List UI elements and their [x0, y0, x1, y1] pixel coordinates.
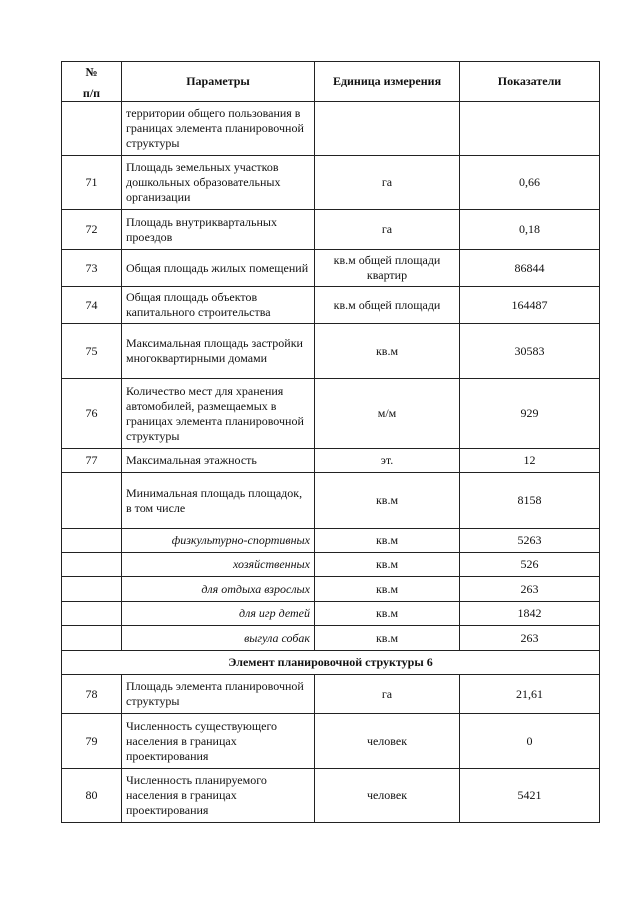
row-unit: кв.м [315, 626, 460, 651]
subrow-param: хозяйственных [122, 553, 315, 577]
row-unit: м/м [315, 379, 460, 449]
row-number: 73 [62, 250, 122, 287]
row-unit: га [315, 156, 460, 210]
row-number: 76 [62, 379, 122, 449]
row-number [62, 602, 122, 626]
row-unit: кв.м [315, 577, 460, 602]
row-value: 0 [460, 714, 600, 769]
row-value: 526 [460, 553, 600, 577]
row-number [62, 473, 122, 529]
row-unit: кв.м [315, 602, 460, 626]
row-number: 79 [62, 714, 122, 769]
row-value: 5421 [460, 769, 600, 823]
row-value: 164487 [460, 287, 600, 324]
row-param: Максимальная этажность [122, 449, 315, 473]
table-row [62, 156, 600, 210]
row-number: 78 [62, 675, 122, 714]
table-subrow [62, 626, 600, 651]
row-unit: кв.м [315, 473, 460, 529]
row-unit: человек [315, 769, 460, 823]
section-row [62, 651, 600, 675]
table-row [62, 714, 600, 769]
row-value: 5263 [460, 529, 600, 553]
row-number [62, 529, 122, 553]
row-unit: эт. [315, 449, 460, 473]
row-param: Общая площадь объектов капитального строительства [122, 287, 315, 324]
row-number: 74 [62, 287, 122, 324]
row-param: Минимальная площадь площадок, в том числе [122, 473, 315, 529]
row-unit: кв.м общей площади [315, 287, 460, 324]
row-number: 77 [62, 449, 122, 473]
row-unit: кв.м общей площади квартир [315, 250, 460, 287]
row-param: Численность существующего населения в границах проектирования [122, 714, 315, 769]
table-row [62, 287, 600, 324]
row-unit: га [315, 210, 460, 250]
row-number: 71 [62, 156, 122, 210]
row-value: 30583 [460, 324, 600, 379]
header-number [62, 62, 122, 102]
table-row [62, 250, 600, 287]
row-number [62, 553, 122, 577]
row-value: 263 [460, 626, 600, 651]
row-param: Численность планируемого населения в границах проектирования [122, 769, 315, 823]
header-number-sign: № [85, 64, 98, 79]
row-value: 929 [460, 379, 600, 449]
row-param: Площадь земельных участков дошкольных образовательных организации [122, 156, 315, 210]
row-param: Площадь элемента планировочной структуры [122, 675, 315, 714]
row-unit: кв.м [315, 324, 460, 379]
section-title: Элемент планировочной структуры 6 [62, 651, 600, 675]
table-row [62, 324, 600, 379]
table-row [62, 769, 600, 823]
table-subrow [62, 553, 600, 577]
row-param: территории общего пользования в границах элемента планировочной структуры [122, 102, 315, 156]
row-number: 75 [62, 324, 122, 379]
header-params: Параметры [122, 62, 315, 102]
header-value: Показатели [460, 62, 600, 102]
row-number: 80 [62, 769, 122, 823]
row-number [62, 102, 122, 156]
table-row [62, 473, 600, 529]
row-param: Площадь внутриквартальных проездов [122, 210, 315, 250]
table-row [62, 449, 600, 473]
row-param: Максимальная площадь застройки многоквартирными домами [122, 324, 315, 379]
subrow-param: физкультурно-спортивных [122, 529, 315, 553]
row-value: 8158 [460, 473, 600, 529]
header-unit: Единица измерения [315, 62, 460, 102]
table-subrow [62, 602, 600, 626]
table-subrow [62, 577, 600, 602]
header-number-pp: п/п [82, 85, 101, 100]
row-value: 1842 [460, 602, 600, 626]
row-unit: кв.м [315, 529, 460, 553]
subrow-param: для игр детей [122, 602, 315, 626]
row-value: 86844 [460, 250, 600, 287]
table-row [62, 675, 600, 714]
row-value: 12 [460, 449, 600, 473]
row-unit: кв.м [315, 553, 460, 577]
row-unit: га [315, 675, 460, 714]
row-param: Количество мест для хранения автомобилей, размещаемых в границах элемента планировочной структуры [122, 379, 315, 449]
table-subrow [62, 529, 600, 553]
row-number: 72 [62, 210, 122, 250]
row-unit: человек [315, 714, 460, 769]
table-row [62, 210, 600, 250]
row-number [62, 626, 122, 651]
subrow-param: выгула собак [122, 626, 315, 651]
table-row [62, 102, 600, 156]
row-value: 21,61 [460, 675, 600, 714]
row-unit [315, 102, 460, 156]
subrow-param: для отдыха взрослых [122, 577, 315, 602]
table-header-row [62, 62, 600, 102]
table-row [62, 379, 600, 449]
row-param: Общая площадь жилых помещений [122, 250, 315, 287]
indicators-table [61, 61, 600, 823]
row-value: 0,18 [460, 210, 600, 250]
row-value: 0,66 [460, 156, 600, 210]
row-value [460, 102, 600, 156]
row-value: 263 [460, 577, 600, 602]
row-number [62, 577, 122, 602]
